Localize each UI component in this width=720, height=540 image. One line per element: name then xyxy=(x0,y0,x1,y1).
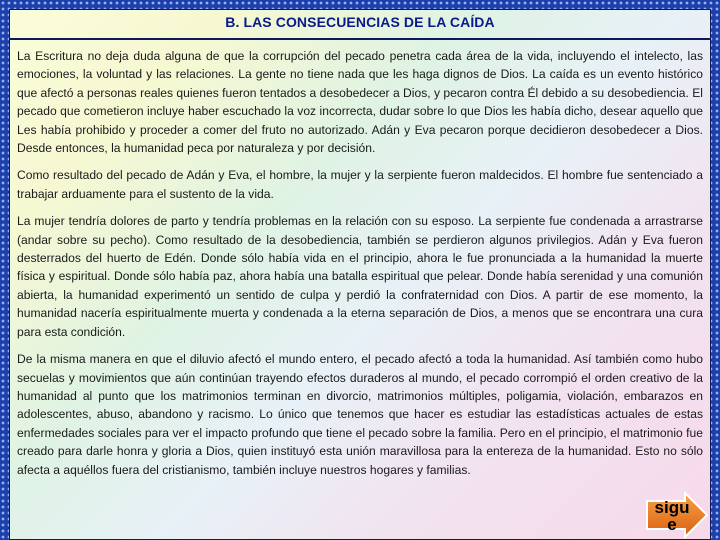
slide-body xyxy=(17,47,703,488)
title-divider xyxy=(10,38,710,40)
section-title: B. LAS CONSECUENCIAS DE LA CAÍDA xyxy=(225,14,495,30)
paragraph-3: La mujer tendría dolores de parto y tendría problemas en la relación con su esposo. La serpiente fue condenada a arrastrarse (andar sobre su pecho). Como resultado de la desobediencia, también se perdieron algunos privilegios. Adán y Eva fueron desterrados del huerto de Edén. Donde sólo había vida en el principio, ahora le fue pronunciada a la humanidad la muerte física y espiritual. Donde sólo había paz, ahora había una batalla espiritual que pelear. Donde había serenidad y una comunión abierta, la humanidad experimentó un sentido de culpa y perdió la confraternidad con Dios. A partir de ese momento, la humanidad nacería espiritualmente muerta y condenada a la eterna separación de Dios, a menos que se encontrara una cura para esta condición. xyxy=(17,214,703,339)
paragraph-1: La Escritura no deja duda alguna de que la corrupción del pecado penetra cada área de la vida, incluyendo el intelecto, las emociones, la voluntad y las relaciones. La gente no tiene nada que les haga dignos de Dios. La caída es un evento histórico que afectó a personas reales quienes fueron tentados a desobedecer a Dios, y pecaron contra Él debido a su desobediencia. El pecado que cometieron incluye haber escuchado la voz incorrecta, dudar sobre lo que Dios les había dicho, desear aquello que Les había prohibido y proceder a comer del fruto no autorizado. Adán y Eva pecaron porque decidieron desobedecer a Dios. Desde entonces, la humanidad peca por naturaleza y por decisión. xyxy=(17,49,703,156)
paragraph-4: De la misma manera en que el diluvio afectó el mundo entero, el pecado afectó a toda la humanidad. Así también como hubo secuelas y movimientos que aún continúan trayendo efectos duraderos al mundo, el pecado corrompió el orden creativo de la humanidad al punto que los matrimonios terminan en divorcio, matrimonios múltiples, poligamia, violación, embarazos en adolescentes, abuso, abandono y racismo. Lo único que tenemos que hacer es estudiar las estadísticas actuales de estas enfermedades sociales para ver el impacto profundo que tiene el pecado sobre la familia. Pero en el principio, el matrimonio fue creado para darle honra y gloria a Dios, quien instituyó esta unión maravillosa para la entereza de la humanidad. Esto no sólo afecta a aquéllos fuera del cristianismo, también incluye nuestros hogares y familias. xyxy=(17,352,703,477)
slide xyxy=(9,9,711,540)
next-label: sigu e xyxy=(654,498,690,534)
paragraph-2: Como resultado del pecado de Adán y Eva, el hombre, la mujer y la serpiente fueron maldecidos. El hombre fue sentenciado a trabajar arduamente para el sustento de la vida. xyxy=(17,168,703,201)
next-button[interactable] xyxy=(645,491,709,539)
